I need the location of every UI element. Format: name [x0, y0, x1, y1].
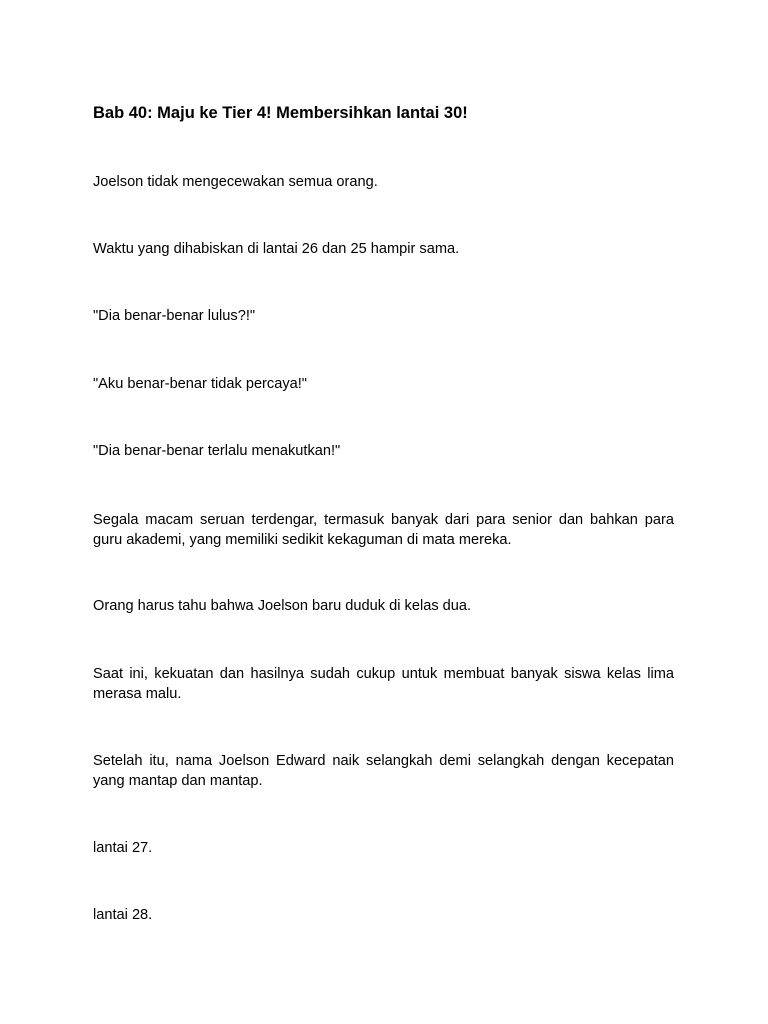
chapter-title: Bab 40: Maju ke Tier 4! Membersihkan lantai 30! [93, 104, 468, 122]
paragraph: Segala macam seruan terdengar, termasuk banyak dari para senior dan bahkan para guru akademi, yang memiliki sedikit kekaguman di mata mereka. [93, 512, 674, 548]
paragraph: Setelah itu, nama Joelson Edward naik selangkah demi selangkah dengan kecepatan yang mantap dan mantap. [93, 753, 674, 789]
paragraph: Joelson tidak mengecewakan semua orang. [93, 174, 378, 190]
paragraph: Orang harus tahu bahwa Joelson baru duduk di kelas dua. [93, 598, 472, 614]
paragraph: Saat ini, kekuatan dan hasilnya sudah cukup untuk membuat banyak siswa kelas lima merasa malu. [93, 666, 674, 702]
paragraph: lantai 28. [93, 907, 153, 923]
paragraph: Waktu yang dihabiskan di lantai 26 dan 25 hampir sama. [93, 241, 460, 257]
paragraph: "Dia benar-benar lulus?!" [93, 308, 256, 324]
paragraph: lantai 27. [93, 840, 153, 856]
paragraph: "Dia benar-benar terlalu menakutkan!" [93, 443, 341, 459]
paragraph: "Aku benar-benar tidak percaya!" [93, 376, 307, 392]
